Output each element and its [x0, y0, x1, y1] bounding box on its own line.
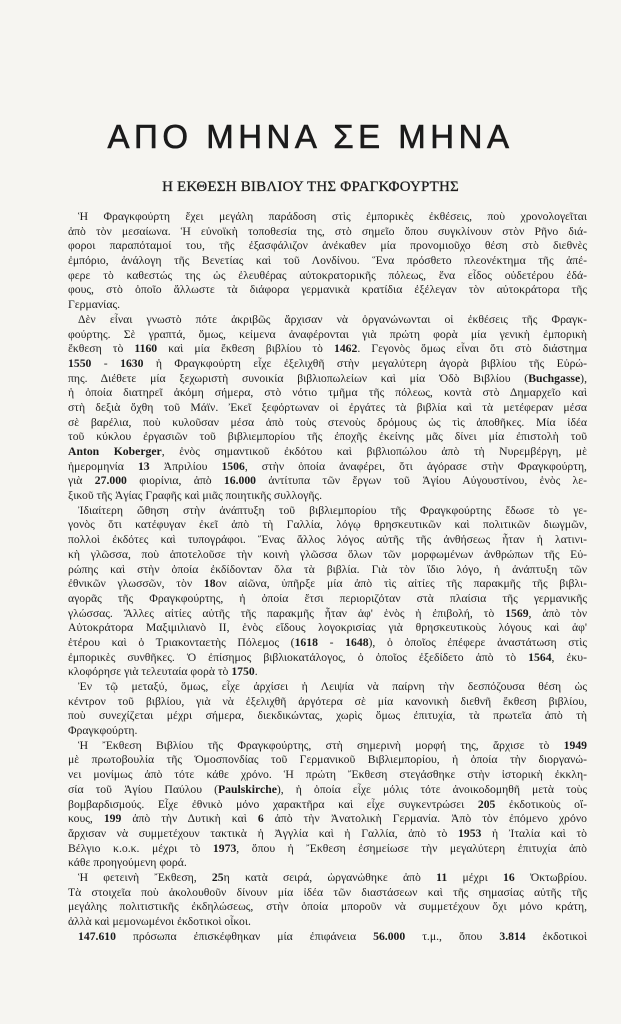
- text-line: κλοφόρησε γιὰ τελευταία φορὰ τὸ 1750.: [68, 665, 258, 679]
- paragraph: [68, 210, 587, 313]
- text-line: σία τοῦ Ἁγίου Παύλου (Paulskirche), ἡ ὁποία εἶχε μόλις τότε ἀνοικοδομηθῆ μετὰ τοὺς: [68, 782, 587, 796]
- text-line: Βέλγιο κ.ο.κ. μέχρι τὸ 1973, ὅπου ἡ Ἔκθεση ἐσημείωσε τὴν μεγαλύτερη ἐπιτυχία ἀπὸ: [68, 841, 587, 855]
- text-line: ἀπὸ τὸν μεσαίωνα. Ἡ εὐνοϊκὴ τοποθεσία της, στὸ σημεῖο ὅπου συγκλίνουν στὸν Ρῆνο διά-: [68, 224, 587, 238]
- paragraph: [68, 739, 587, 871]
- text-line: κέντρον τοῦ βιβλίου, γιὰ νὰ ἐξελιχθῆ ἀργότερα σὲ μία κανονικὴ διεθνῆ ἔκθεση βιβλίου,: [68, 694, 587, 708]
- text-line: ρώπης καὶ στὴν ὁποία ἐκδίδονταν ὅλα τὰ βιβλία. Γιὰ τὸν ἴδιο λόγο, ἡ ἀνάπτυξη τῶν: [68, 562, 587, 576]
- paragraph: [68, 871, 587, 930]
- text-line: γιὰ 27.000 φιορίνια, ἀπὸ 16.000 ἀντίτυπα τῶν ἔργων τοῦ Ἁγίου Αὐγουστίνου, ἑνὸς λε-: [68, 474, 587, 488]
- text-line: φοροι παραπόταμοί του, τῆς ἐξασφάλιζον ἀνέκαθεν μία προνομιοῦχο θέση στὸ διεθνὲς: [68, 239, 587, 253]
- article-subtitle: Η ΕΚΘΕΣΗ ΒΙΒΛΙΟΥ ΤΗΣ ΦΡΑΓΚΦΟΥΡΤΗΣ: [162, 179, 459, 195]
- text-line: βομβαρδισμούς. Εἶχε ἐθνικὸ μόνο χαρακτῆρα καὶ εἶχε συγκεντρώσει 205 ἐκδοτικοὺς οἴ-: [68, 797, 587, 811]
- text-line: Γερμανίας.: [68, 298, 120, 312]
- text-line: ἐθνικῶν γλωσσῶν, τὸν 18ον αἰῶνα, ὑπῆρξε μία ἀπὸ τὶς αἰτίες τῆς παρακμῆς τῆς βιβλι-: [68, 577, 587, 591]
- text-line: Φραγκφούρτη.: [68, 724, 138, 738]
- text-line: Anton Koberger, ἑνὸς σημαντικοῦ ἐκδότου καὶ βιβλιοπώλου ἀπὸ τὴ Νυρεμβέργη, μὲ: [68, 445, 587, 458]
- text-line: ἀλλὰ καὶ μεμονωμένοι ἐκδοτικοὶ οἶκοι.: [68, 915, 251, 928]
- paragraph: [68, 313, 587, 504]
- paragraph: [68, 680, 587, 739]
- text-line: Δὲν εἶναι γνωστὸ πότε ἀκριβῶς ἄρχισαν νὰ ὀργανώνωνται οἱ ἐκθέσεις τῆς Φραγκ-: [78, 312, 587, 326]
- text-line: Ἰδιαίτερη ὤθηση στὴν ἀνάπτυξη τοῦ βιβλιεμπορίου τῆς Φραγκφούρτης ἔδωσε τὸ γε-: [78, 503, 587, 517]
- text-line: Αὐτοκράτορα Μαξιμιλιανὸ ΙΙ, ἑνὸς εἴδους λογοκρισίας γιὰ θρησκευτικοὺς λόγους καὶ ἀφ': [68, 621, 587, 635]
- text-line: ἐμπόριο, ἀνάλογη τῆς Βενετίας καὶ τοῦ Λονδίνου. Ἕνα πρόσθετο πλεονέκτημα τῆς ἀπέ-: [68, 254, 587, 268]
- text-line: σὲ βαρέλια, ποὺ κυλοῦσαν μέσα ἀπὸ τοὺς στενοὺς δρόμους ὡς τὶς ἀποθῆκες. Μία ἰδέα: [68, 415, 587, 429]
- text-line: ἄρχισαν νὰ συμμετέχουν τακτικὰ ἡ Ἀγγλία καὶ ἡ Γαλλία, ἀπὸ τὸ 1953 ἡ Ἰταλία καὶ τὸ: [68, 826, 587, 840]
- text-line: ἔκθεση τὸ 1160 καὶ μία ἔκθεση βιβλίου τὸ 1462. Γεγονὸς ὅμως εἶναι ὅτι στὸ διάστημα: [68, 342, 588, 356]
- text-line: Ἡ Φραγκφούρτη ἔχει μεγάλη παράδοση στὶς ἐμπορικὲς ἐκθέσεις, ποὺ χρονολογεῖται: [78, 210, 587, 223]
- text-line: νει μονίμως ἀπὸ τότε κάθε χρόνο. Ἡ πρώτη Ἔκθεση στεγάσθηκε στὴν ἱστορικὴ ἐκκλη-: [68, 768, 587, 782]
- text-line: μὲ πρωτοβουλία τῆς Ὁμοσπονδίας τοῦ Γερμανικοῦ Βιβλιεμπορίου, ἡ ὁποία τὴν διοργανώ-: [68, 753, 587, 767]
- text-line: 147.610 πρόσωπα ἐπισκέφθηκαν μία ἐπιφάνεια 56.000 τ.μ., ὅπου 3.814 ἐκδοτικοὶ: [78, 929, 587, 943]
- text-line: πης. Διέθετε μία ξεχωριστὴ συνοικία βιβλιοπωλείων καὶ μία Ὁδὸ Βιβλίου (Buchgasse),: [68, 371, 587, 385]
- text-line: γονὸς ὅτι κατέφυγαν ἐκεῖ ἀπὸ τὴ Γαλλία, λόγῳ θρησκευτικῶν καὶ πολιτικῶν διωγμῶν,: [68, 518, 587, 532]
- text-line: κους, 199 ἀπὸ τὴν Δυτικὴ καὶ 6 ἀπὸ τὴν Ἀνατολικὴ Γερμανία. Ἀπὸ τὸν ἐπόμενο χρόνο: [68, 812, 587, 826]
- text-line: Τὰ στοιχεῖα ποὺ ἀκολουθοῦν δίνουν μία ἰδέα τῶν διαστάσεων καὶ τῆς σημασίας αὐτῆς τῆς: [68, 885, 587, 899]
- text-line: ἐμπορικὲς συνθῆκες. Ὁ ἐπίσημος βιβλιοκατάλογος, ὁ ὁποῖος ἐξεδίδετο ἀπὸ τὸ 1564, ἐκυ-: [68, 650, 587, 664]
- text-line: αγορᾶς τῆς Φραγκφούρτης, ἡ ὁποία ἔτσι περιοριζόταν στὰ πλαίσια τῆς γερμανικῆς: [68, 591, 587, 605]
- text-line: ἡ ὁποία διατηρεῖ ἀκόμη σήμερα, στὸ νότιο τμῆμα τῆς πόλεως, κοντὰ στὸ Δημαρχεῖο καὶ: [68, 386, 587, 400]
- text-line: 1550 - 1630 ἡ Φραγκφούρτη εἶχε ἐξελιχθῆ στὴν μεγαλύτερη ἀγορὰ βιβλίου τῆς Εὐρώ-: [68, 356, 587, 370]
- text-line: φους, στὸ ὁποῖο ἄλλωστε τὰ διάφορα γερμανικὰ κρατίδια ἐξέλεγαν τὸν αὐτοκράτορα τῆς: [68, 283, 587, 297]
- text-line: ποὺ συνεχίζεται μέχρι σήμερα, διεκδικώντας, χωρὶς ὅμως ἐπιτυχία, τὰ πρωτεῖα ἀπὸ τὴ: [68, 709, 587, 723]
- text-line: ἑτέρου καὶ ὁ Τριακονταετὴς Πόλεμος (1618 - 1648), ὁ ὁποῖος ἐπέφερε ἀναστάτωση στὶς: [68, 635, 587, 649]
- text-line: τοῦ κύκλου ἐργασιῶν τοῦ βιβλιεμπορίου τῆς ἐποχῆς ἐκείνης μᾶς δίνει μία ἐπιστολὴ τοῦ: [68, 430, 587, 444]
- paragraph: [68, 504, 587, 680]
- text-line: Ἐν τῷ μεταξύ, ὅμως, εἶχε ἀρχίσει ἡ Λειψία νὰ παίρνη τὴν δεσπόζουσα θέση ὡς: [78, 680, 587, 693]
- paragraph: [68, 930, 587, 945]
- text-line: Ἡ Ἔκθεση Βιβλίου τῆς Φραγκφούρτης, στὴ σημερινὴ μορφή της, ἄρχισε τὸ 1949: [78, 738, 587, 752]
- text-line: φούρτης. Σὲ γραπτά, ὅμως, κείμενα ἀναφέρονται γιὰ πρώτη φορὰ μία γενικὴ ἐμπορικὴ: [68, 327, 587, 341]
- text-line: Ἡ φετεινὴ Ἔκθεση, 25η κατὰ σειρά, ὠργανώθηκε ἀπὸ 11 μέχρι 16 Ὀκτωβρίου.: [78, 870, 587, 884]
- text-line: κάθε προηγούμενη φορά.: [68, 856, 187, 870]
- page-title: ΑΠΟ ΜΗΝΑ ΣΕ ΜΗΝΑ: [107, 118, 514, 155]
- text-line: ἡμερομηνία 13 Ἀπριλίου 1506, στὴν ὁποία ἀναφέρει, ὅτι ἀγόρασε στὴν Φραγκφούρτη,: [68, 459, 587, 473]
- text-line: πολλοὶ ἐκδότες καὶ τυπογράφοι. Ἕνας ἄλλος λόγος αὐτῆς τῆς ἀνθήσεως ἦταν ἡ λατινι-: [68, 533, 587, 547]
- text-line: φερε τὸ καθεστώς της ὡς ἐλευθέρας αὐτοκρατορικῆς πόλεως, ἕνα εἶδος οὐδετέρου ἐδά-: [68, 268, 587, 282]
- text-line: ξικοῦ τῆς Ἁγίας Γραφῆς καὶ μιᾶς ποιητικῆς συλλογῆς.: [68, 489, 322, 503]
- text-line: κὴ γλῶσσα, ποὺ ἀποτελοῦσε τὴν κοινὴ γλῶσσα ὅλων τῶν μορφωμένων ἀνθρώπων τῆς Εὐ-: [68, 547, 587, 561]
- text-line: γλώσσας. Ἄλλες αἰτίες αὐτῆς τῆς παρακμῆς ἦταν ἀφ' ἑνὸς ἡ ἐπιβολή, τὸ 1569, ἀπὸ τὸν: [68, 606, 587, 620]
- text-line: στὴ δεξιὰ ὄχθη τοῦ Μάϊν. Ἐκεῖ ξεφόρτωναν οἱ ἐργάτες τὰ βιβλία καὶ τὰ μετέφεραν μέσα: [68, 400, 587, 414]
- article-body: [68, 210, 587, 944]
- text-line: μεγάλης πολιτιστικῆς ἐκδηλώσεως, στὴν ὁποία μποροῦν νὰ συμμετέχουν ὄχι μόνο κράτη,: [68, 900, 587, 914]
